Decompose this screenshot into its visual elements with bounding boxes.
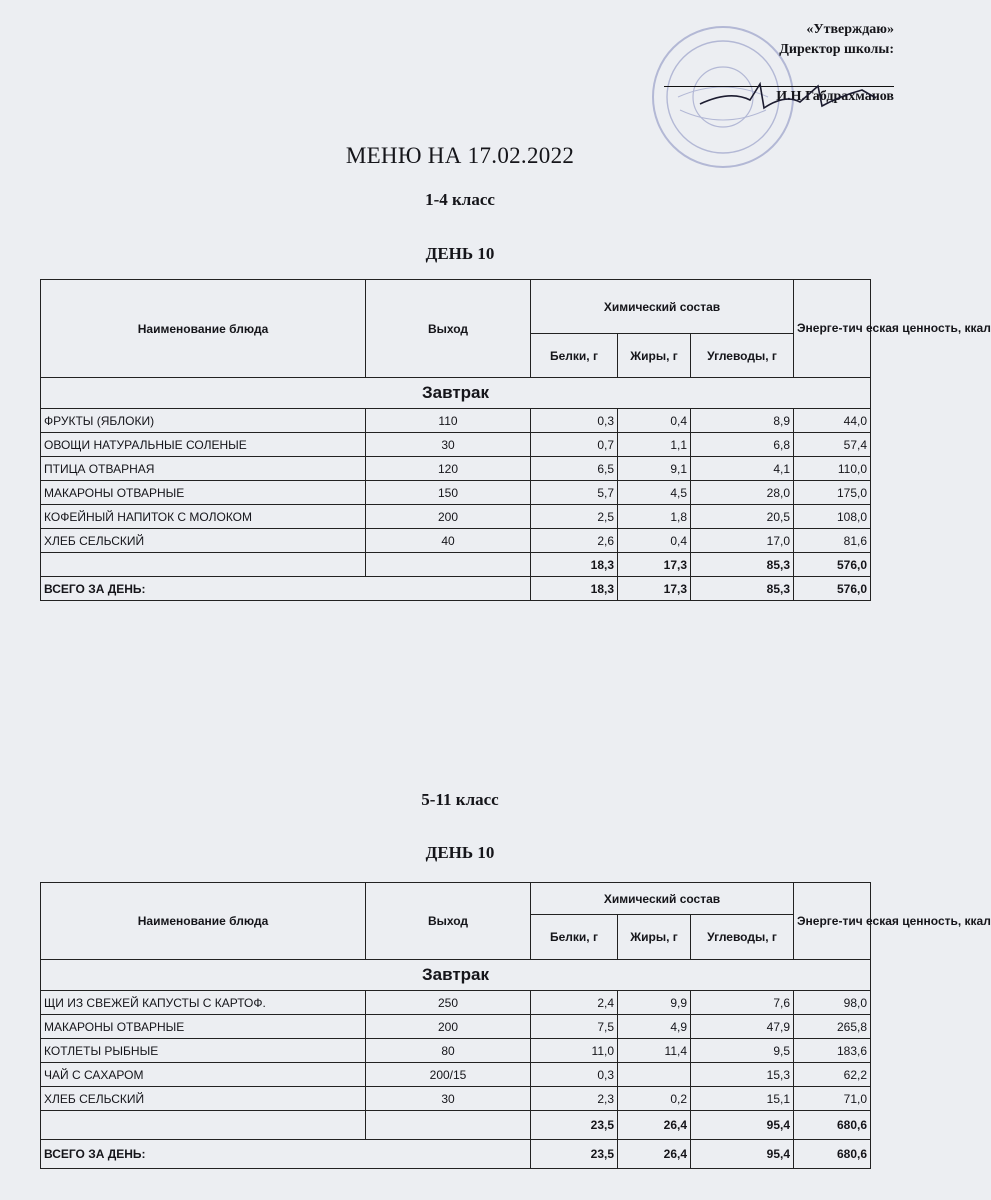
dish-output: 150 bbox=[366, 481, 531, 505]
table-row bbox=[41, 1087, 871, 1111]
header-chem: Химический состав bbox=[531, 280, 794, 334]
dish-name: ФРУКТЫ (ЯБЛОКИ) bbox=[41, 409, 366, 433]
director-label: Директор школы: bbox=[779, 42, 894, 57]
day-heading: ДЕНЬ 10 bbox=[425, 244, 495, 263]
subtotal-empty bbox=[41, 553, 366, 577]
dish-energy: 175,0 bbox=[794, 481, 871, 505]
dish-carbs: 7,6 bbox=[691, 991, 794, 1015]
subtotal-carbs: 85,3 bbox=[691, 553, 794, 577]
dish-carbs: 15,1 bbox=[691, 1087, 794, 1111]
dish-protein: 2,3 bbox=[531, 1087, 618, 1111]
subtotal-empty bbox=[366, 1111, 531, 1140]
meal-label: Завтрак bbox=[41, 378, 871, 409]
approval-label: «Утверждаю» bbox=[806, 22, 894, 37]
header-carbs: Углеводы, г bbox=[691, 915, 794, 960]
dish-name: ЧАЙ С САХАРОМ bbox=[41, 1063, 366, 1087]
dish-name: ПТИЦА ОТВАРНАЯ bbox=[41, 457, 366, 481]
dish-energy: 108,0 bbox=[794, 505, 871, 529]
dish-carbs: 20,5 bbox=[691, 505, 794, 529]
dish-name: КОТЛЕТЫ РЫБНЫЕ bbox=[41, 1039, 366, 1063]
dish-name: ОВОЩИ НАТУРАЛЬНЫЕ СОЛЕНЫЕ bbox=[41, 433, 366, 457]
dish-protein: 6,5 bbox=[531, 457, 618, 481]
dish-carbs: 4,1 bbox=[691, 457, 794, 481]
subtotal-protein: 23,5 bbox=[531, 1111, 618, 1140]
subtotal-empty bbox=[41, 1111, 366, 1140]
total-protein: 18,3 bbox=[531, 577, 618, 601]
total-fat: 17,3 bbox=[618, 577, 691, 601]
subtotal-row bbox=[41, 553, 871, 577]
dish-protein: 11,0 bbox=[531, 1039, 618, 1063]
header-protein: Белки, г bbox=[531, 334, 618, 378]
header-output: Выход bbox=[366, 280, 531, 378]
dish-carbs: 47,9 bbox=[691, 1015, 794, 1039]
dish-fat: 9,9 bbox=[618, 991, 691, 1015]
meal-label: Завтрак bbox=[41, 960, 871, 991]
dish-energy: 62,2 bbox=[794, 1063, 871, 1087]
menu-table bbox=[40, 882, 991, 1169]
dish-fat bbox=[618, 1063, 691, 1087]
dish-protein: 5,7 bbox=[531, 481, 618, 505]
header-output: Выход bbox=[366, 883, 531, 960]
dish-output: 200 bbox=[366, 1015, 531, 1039]
subtotal-empty bbox=[366, 553, 531, 577]
table-row bbox=[41, 505, 871, 529]
total-energy: 576,0 bbox=[794, 577, 871, 601]
header-energy: Энерге-тич еская ценность, ккал bbox=[794, 280, 871, 378]
dish-output: 80 bbox=[366, 1039, 531, 1063]
dish-name: КОФЕЙНЫЙ НАПИТОК С МОЛОКОМ bbox=[41, 505, 366, 529]
dish-carbs: 28,0 bbox=[691, 481, 794, 505]
dish-output: 120 bbox=[366, 457, 531, 481]
table-row bbox=[41, 991, 871, 1015]
dish-carbs: 15,3 bbox=[691, 1063, 794, 1087]
table-row bbox=[41, 1015, 871, 1039]
dish-fat: 0,4 bbox=[618, 529, 691, 553]
table-row bbox=[41, 529, 871, 553]
dish-name: ЩИ ИЗ СВЕЖЕЙ КАПУСТЫ С КАРТОФ. bbox=[41, 991, 366, 1015]
dish-fat: 4,9 bbox=[618, 1015, 691, 1039]
grade-heading: 5-11 класс bbox=[421, 790, 499, 809]
header-protein: Белки, г bbox=[531, 915, 618, 960]
subtotal-energy: 680,6 bbox=[794, 1111, 871, 1140]
director-name: И.Н.Габдрахманов bbox=[776, 89, 894, 104]
dish-fat: 0,4 bbox=[618, 409, 691, 433]
menu-table bbox=[40, 279, 991, 601]
dish-protein: 0,3 bbox=[531, 409, 618, 433]
dish-fat: 4,5 bbox=[618, 481, 691, 505]
dish-fat: 11,4 bbox=[618, 1039, 691, 1063]
dish-output: 30 bbox=[366, 433, 531, 457]
dish-fat: 1,1 bbox=[618, 433, 691, 457]
dish-carbs: 17,0 bbox=[691, 529, 794, 553]
dish-carbs: 9,5 bbox=[691, 1039, 794, 1063]
total-protein: 23,5 bbox=[531, 1140, 618, 1169]
dish-output: 250 bbox=[366, 991, 531, 1015]
dish-protein: 0,7 bbox=[531, 433, 618, 457]
total-energy: 680,6 bbox=[794, 1140, 871, 1169]
dish-protein: 2,4 bbox=[531, 991, 618, 1015]
header-chem: Химический состав bbox=[531, 883, 794, 915]
subtotal-carbs: 95,4 bbox=[691, 1111, 794, 1140]
total-row bbox=[41, 1140, 871, 1169]
signature-icon bbox=[690, 78, 890, 118]
dish-carbs: 8,9 bbox=[691, 409, 794, 433]
dish-fat: 1,8 bbox=[618, 505, 691, 529]
header-energy: Энерге-тич еская ценность, ккал bbox=[794, 883, 871, 960]
total-label: ВСЕГО ЗА ДЕНЬ: bbox=[41, 1140, 531, 1169]
dish-fat: 9,1 bbox=[618, 457, 691, 481]
dish-name: ХЛЕБ СЕЛЬСКИЙ bbox=[41, 529, 366, 553]
subtotal-protein: 18,3 bbox=[531, 553, 618, 577]
dish-carbs: 6,8 bbox=[691, 433, 794, 457]
dish-name: МАКАРОНЫ ОТВАРНЫЕ bbox=[41, 1015, 366, 1039]
table-row bbox=[41, 457, 871, 481]
header-fat: Жиры, г bbox=[618, 915, 691, 960]
dish-energy: 265,8 bbox=[794, 1015, 871, 1039]
dish-output: 40 bbox=[366, 529, 531, 553]
dish-energy: 98,0 bbox=[794, 991, 871, 1015]
page-title: МЕНЮ НА 17.02.2022 bbox=[345, 143, 575, 168]
subtotal-row bbox=[41, 1111, 871, 1140]
dish-protein: 2,5 bbox=[531, 505, 618, 529]
header-fat: Жиры, г bbox=[618, 334, 691, 378]
dish-name: ХЛЕБ СЕЛЬСКИЙ bbox=[41, 1087, 366, 1111]
total-fat: 26,4 bbox=[618, 1140, 691, 1169]
table-row bbox=[41, 1063, 871, 1087]
dish-energy: 81,6 bbox=[794, 529, 871, 553]
grade-heading: 1-4 класс bbox=[425, 190, 495, 209]
dish-energy: 44,0 bbox=[794, 409, 871, 433]
dish-energy: 57,4 bbox=[794, 433, 871, 457]
header-name: Наименование блюда bbox=[41, 280, 366, 378]
total-carbs: 95,4 bbox=[691, 1140, 794, 1169]
day-heading: ДЕНЬ 10 bbox=[425, 843, 495, 862]
dish-protein: 7,5 bbox=[531, 1015, 618, 1039]
subtotal-fat: 17,3 bbox=[618, 553, 691, 577]
dish-fat: 0,2 bbox=[618, 1087, 691, 1111]
dish-protein: 0,3 bbox=[531, 1063, 618, 1087]
table-row bbox=[41, 409, 871, 433]
header-name: Наименование блюда bbox=[41, 883, 366, 960]
subtotal-fat: 26,4 bbox=[618, 1111, 691, 1140]
table-row bbox=[41, 1039, 871, 1063]
table-row bbox=[41, 481, 871, 505]
table-row bbox=[41, 433, 871, 457]
total-row bbox=[41, 577, 871, 601]
total-label: ВСЕГО ЗА ДЕНЬ: bbox=[41, 577, 531, 601]
dish-energy: 110,0 bbox=[794, 457, 871, 481]
header-carbs: Углеводы, г bbox=[691, 334, 794, 378]
dish-output: 200/15 bbox=[366, 1063, 531, 1087]
dish-name: МАКАРОНЫ ОТВАРНЫЕ bbox=[41, 481, 366, 505]
dish-output: 30 bbox=[366, 1087, 531, 1111]
total-carbs: 85,3 bbox=[691, 577, 794, 601]
dish-protein: 2,6 bbox=[531, 529, 618, 553]
dish-output: 110 bbox=[366, 409, 531, 433]
dish-energy: 71,0 bbox=[794, 1087, 871, 1111]
dish-energy: 183,6 bbox=[794, 1039, 871, 1063]
subtotal-energy: 576,0 bbox=[794, 553, 871, 577]
dish-output: 200 bbox=[366, 505, 531, 529]
